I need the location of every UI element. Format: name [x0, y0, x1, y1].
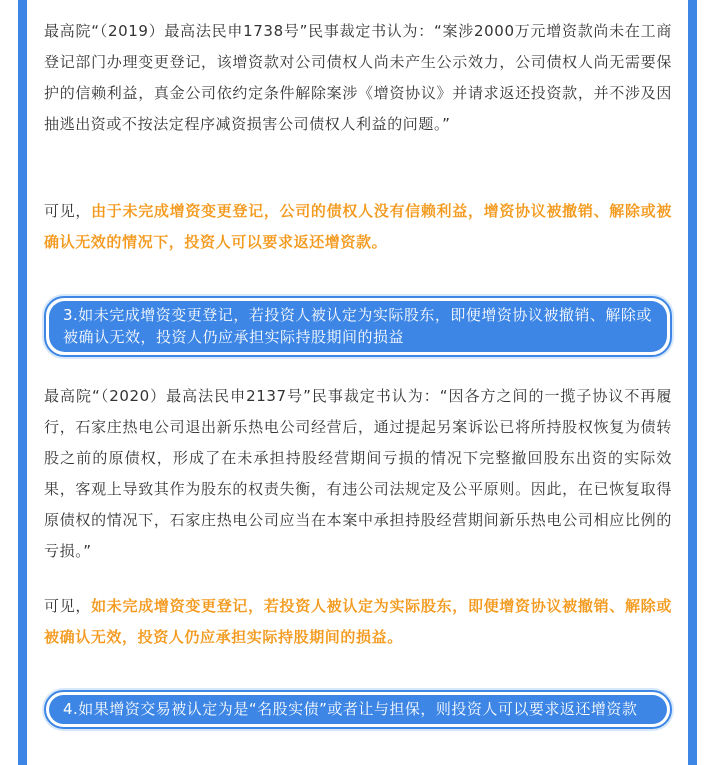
section-heading-3	[44, 296, 672, 357]
section-heading-4	[44, 690, 672, 729]
conclusion-highlight: 由于未完成增资变更登记，公司的债权人没有信赖利益，增资协议被撤销、解除或被确认无效的情况下，投资人可以要求返还增资款。	[44, 202, 672, 251]
court-ruling-paragraph-2019	[44, 16, 672, 140]
conclusion-paragraph-2	[44, 591, 672, 653]
section-heading-4-text: 4.如果增资交易被认定为是“名股实债”或者让与担保，则投资人可以要求返还增资款	[49, 695, 667, 724]
court-ruling-paragraph-2020	[44, 381, 672, 567]
right-border-bar	[688, 0, 697, 765]
conclusion-highlight: 如未完成增资变更登记，若投资人被认定为实际股东，即便增资协议被撤销、解除或被确认无效，投资人仍应承担实际持股期间的损益。	[44, 597, 672, 646]
conclusion-prefix: 可见，	[44, 202, 92, 220]
section-heading-3-text: 3.如未完成增资变更登记，若投资人被认定为实际股东，即便增资协议被撤销、解除或被确认无效，投资人仍应承担实际持股期间的损益	[49, 301, 667, 352]
conclusion-prefix: 可见，	[44, 597, 92, 615]
paragraph-text: 最高院“（2020）最高法民申2137号”民事裁定书认为：“因各方之间的一揽子协议不再履行，石家庄热电公司退出新乐热电公司经营后，通过提起另案诉讼已将所持股权恢复为债转股之前的原债权，形成了在未承担持股经营期间亏损的情况下完整撤回股东出资的实际效果，客观上导致其作为股东的权责失衡，有违公司法规定及公平原则。因此，在已恢复取得原债权的情况下，石家庄热电公司应当在本案中承担持股经营期间新乐热电公司相应比例的亏损。”	[44, 387, 672, 560]
paragraph-text: 最高院“（2019）最高法民申1738号”民事裁定书认为：“案涉2000万元增资款尚未在工商登记部门办理变更登记，该增资款对公司债权人尚未产生公示效力，公司债权人尚无需要保护的信赖利益，真金公司依约定条件解除案涉《增资协议》并请求返还投资款，并不涉及因抽逃出资或不按法定程序减资损害公司债权人利益的问题。”	[44, 22, 672, 133]
conclusion-paragraph-1	[44, 196, 672, 258]
left-border-bar	[18, 0, 27, 765]
